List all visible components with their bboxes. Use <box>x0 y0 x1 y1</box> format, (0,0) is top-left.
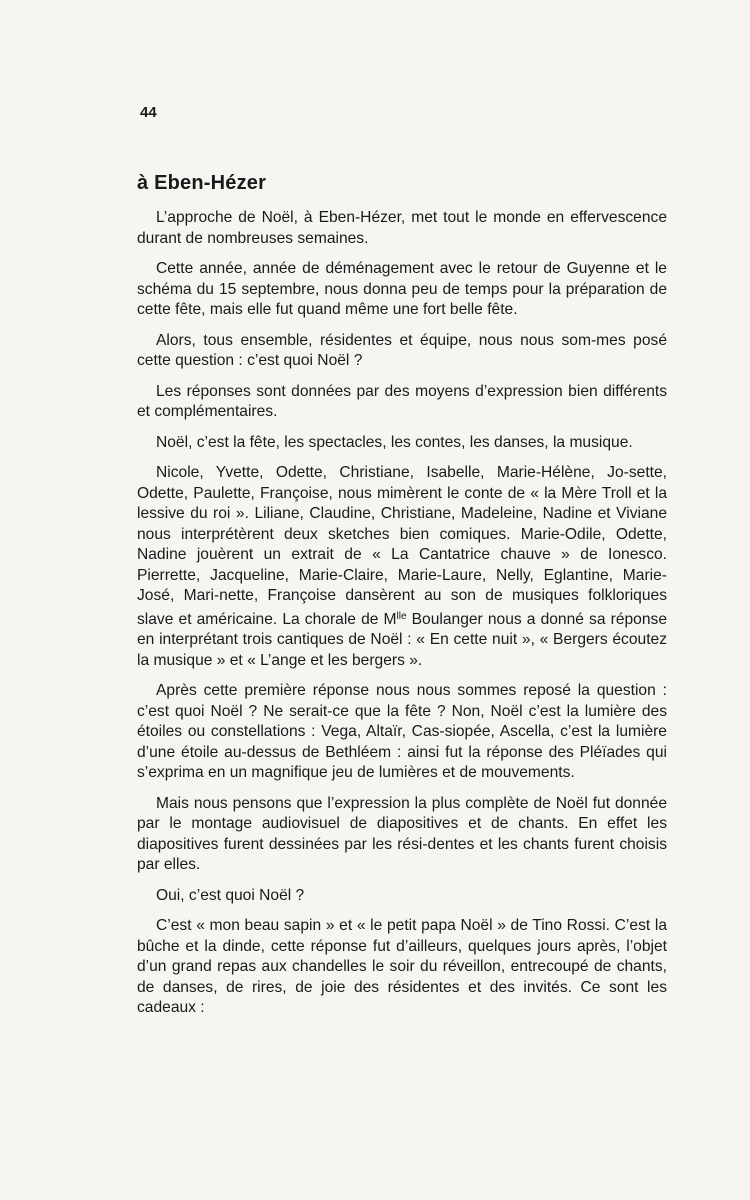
paragraph: C’est « mon beau sapin » et « le petit papa Noël » de Tino Rossi. C’est la bûche et la dinde, cette réponse fut d’ailleurs, quelques jours après, l’objet d’un grand repas aux chandelles le soir du réveillon, entrecoupé de chants, de danses, de rires, de joie des résidentes et des invités. Ce sont les cadeaux : <box>137 917 667 1016</box>
paragraph-text-continued: Boulanger nous a donné sa réponse en interprétant trois cantiques de Noël : « En cette nuit », « Bergers écoutez la musique » et « L’ange et les bergers ». <box>137 610 667 669</box>
page-number: 44 <box>140 104 157 121</box>
paragraph <box>137 463 667 671</box>
paragraph: Après cette première réponse nous nous sommes reposé la question : c’est quoi Noël ? Ne serait-ce que la fête ? Non, Noël c’est la lumière des étoiles ou constellations : Vega, Altaïr, Cas-siopée, Ascella, c’est la lumière d’une étoile au-dessus de Bethléem : ainsi fut la réponse des Pléïades qui s’exprima en un magnifique jeu de lumières et de mouvements. <box>137 682 667 781</box>
paragraph: Oui, c’est quoi Noël ? <box>156 886 305 904</box>
paragraph: Noël, c’est la fête, les spectacles, les contes, les danses, la musique. <box>156 433 633 451</box>
paragraph: L’approche de Noël, à Eben-Hézer, met tout le monde en effervescence durant de nombreuses semaines. <box>137 209 667 247</box>
superscript: lle <box>396 610 407 622</box>
paragraph: Mais nous pensons que l’expression la plus complète de Noël fut donnée par le montage audiovisuel de diapositives et de chants. En effet les diapositives furent dessinées par les rési-dentes et les chants furent choisis par elles. <box>137 794 667 873</box>
article <box>137 172 667 1029</box>
article-title: à Eben-Hézer <box>137 172 267 194</box>
paragraph-text: Nicole, Yvette, Odette, Christiane, Isabelle, Marie-Hélène, Jo-sette, Odette, Paulette, Françoise, nous mimèrent le conte de « la Mère Troll et la lessive du roi ». Liliane, Claudine, Christiane, Madeleine, Nadine et Viviane nous interprétèrent deux sketches bien comiques. Marie-Odile, Odette, Nadine jouèrent un extrait de « La Cantatrice chauve » de Ionesco. Pierrette, Jacqueline, Marie-Claire, Marie-Laure, Nelly, Eglantine, Marie-José, Mari-nette, Françoise dansèrent au son de musiques folkloriques slave et américaine. La chorale de M <box>137 464 667 628</box>
paragraph: Les réponses sont données par des moyens d’expression bien différents et complémentaires. <box>137 382 667 420</box>
paragraph: Alors, tous ensemble, résidentes et équipe, nous nous som-mes posé cette question : c’est quoi Noël ? <box>137 331 667 369</box>
paragraph: Cette année, année de déménagement avec le retour de Guyenne et le schéma du 15 septembre, nous donna peu de temps pour la préparation de cette fête, mais elle fut quand même une fort belle fête. <box>137 260 667 318</box>
